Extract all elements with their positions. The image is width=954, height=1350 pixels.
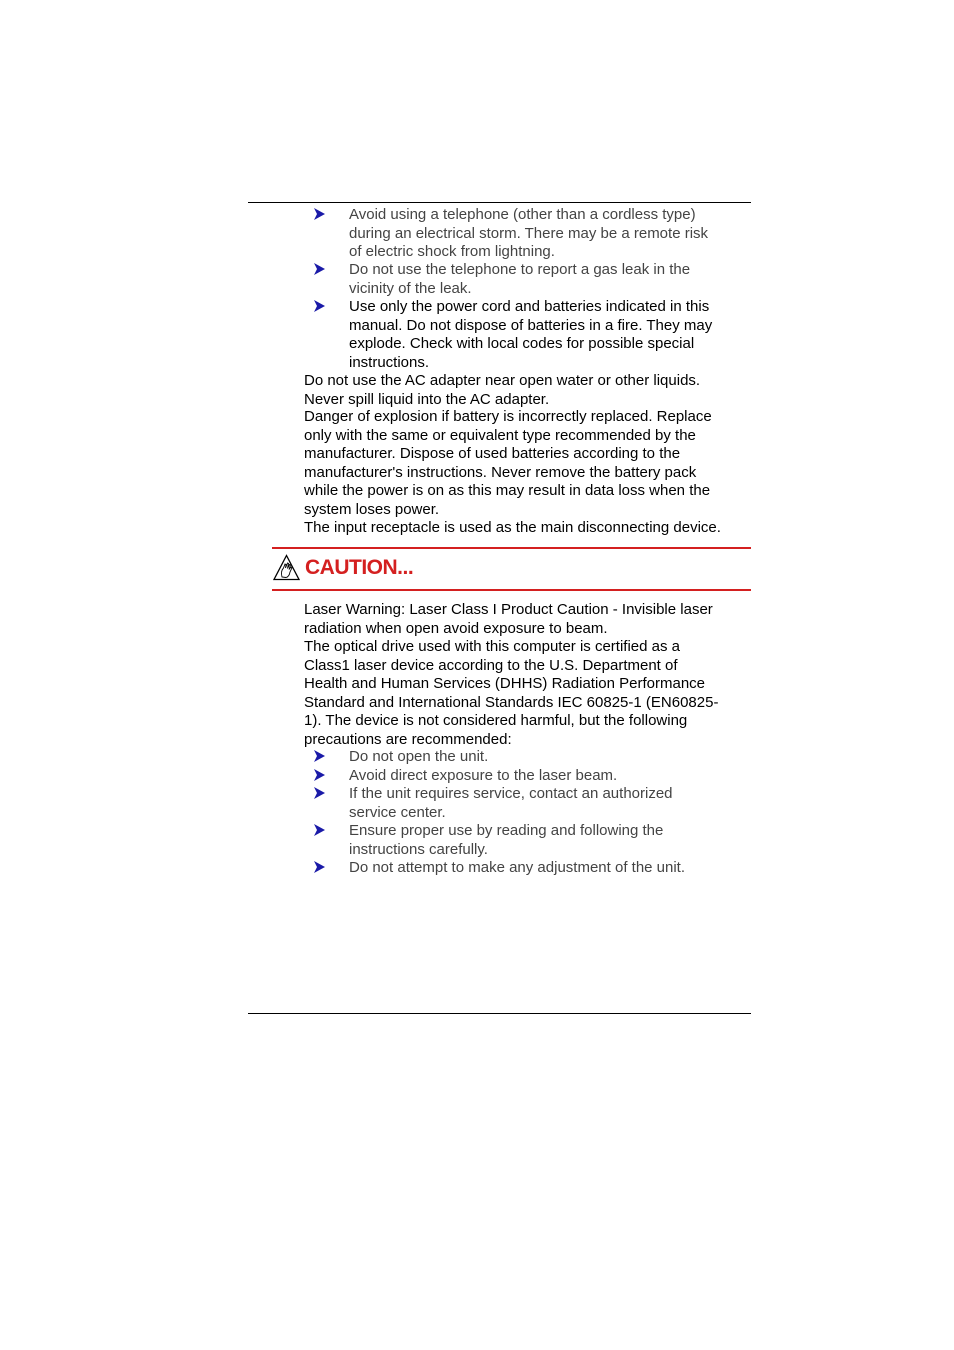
caution-title: CAUTION... bbox=[305, 556, 414, 579]
ac-adapter-paragraph: Do not use the AC adapter near open water or other liquids. Never spill liquid into the AC adapter. bbox=[304, 372, 701, 408]
caution-bottom-rule bbox=[272, 589, 751, 591]
arrow-bullet-icon bbox=[312, 207, 326, 221]
list-item-text: Do not open the unit. bbox=[349, 748, 489, 765]
caution-top-rule bbox=[272, 547, 751, 549]
list-item-text: Avoid direct exposure to the laser beam. bbox=[349, 767, 618, 784]
battery-paragraph: Danger of explosion if battery is incorrectly replaced. Replace only with the same or equivalent type recommended by the manufacturer. Dispose of used batteries according to the manufacturer's instructions. Never remove the battery pack while the power is on as this may result in data loss when the system loses power. bbox=[304, 408, 712, 518]
list-item-text: Use only the power cord and batteries indicated in this manual. Do not dispose of batteries in a fire. They may explode. Check with local codes for possible special instructions. bbox=[349, 298, 713, 371]
list-item-text: Do not use the telephone to report a gas leak in the vicinity of the leak. bbox=[349, 261, 691, 297]
list-item-text: If the unit requires service, contact an authorized service center. bbox=[349, 785, 673, 821]
arrow-bullet-icon bbox=[312, 768, 326, 782]
laser-warning-paragraph: Laser Warning: Laser Class I Product Caution - Invisible laser radiation when open avoid exposure to beam. bbox=[304, 601, 713, 637]
arrow-bullet-icon bbox=[312, 860, 326, 874]
arrow-bullet-icon bbox=[312, 299, 326, 313]
header-rule bbox=[248, 202, 751, 203]
arrow-bullet-icon bbox=[312, 786, 326, 800]
optical-drive-paragraph: The optical drive used with this computer is certified as a Class1 laser device according to the U.S. Department of Health and Human Services (DHHS) Radiation Performance Standard and International Standards IEC 60825-1 (EN60825- 1). The device is not considered harmful, but the following precautions are recommended: bbox=[304, 638, 719, 748]
arrow-bullet-icon bbox=[312, 823, 326, 837]
list-item-text: Do not attempt to make any adjustment of the unit. bbox=[349, 859, 686, 876]
list-item-text: Avoid using a telephone (other than a cordless type) during an electrical storm. There may be a remote risk of electric shock from lightning. bbox=[349, 206, 709, 260]
receptacle-paragraph: The input receptacle is used as the main disconnecting device. bbox=[304, 519, 721, 536]
footer-rule bbox=[248, 1013, 751, 1014]
list-item-text: Ensure proper use by reading and following the instructions carefully. bbox=[349, 822, 664, 858]
arrow-bullet-icon bbox=[312, 749, 326, 763]
arrow-bullet-icon bbox=[312, 262, 326, 276]
caution-hand-icon bbox=[273, 554, 300, 581]
